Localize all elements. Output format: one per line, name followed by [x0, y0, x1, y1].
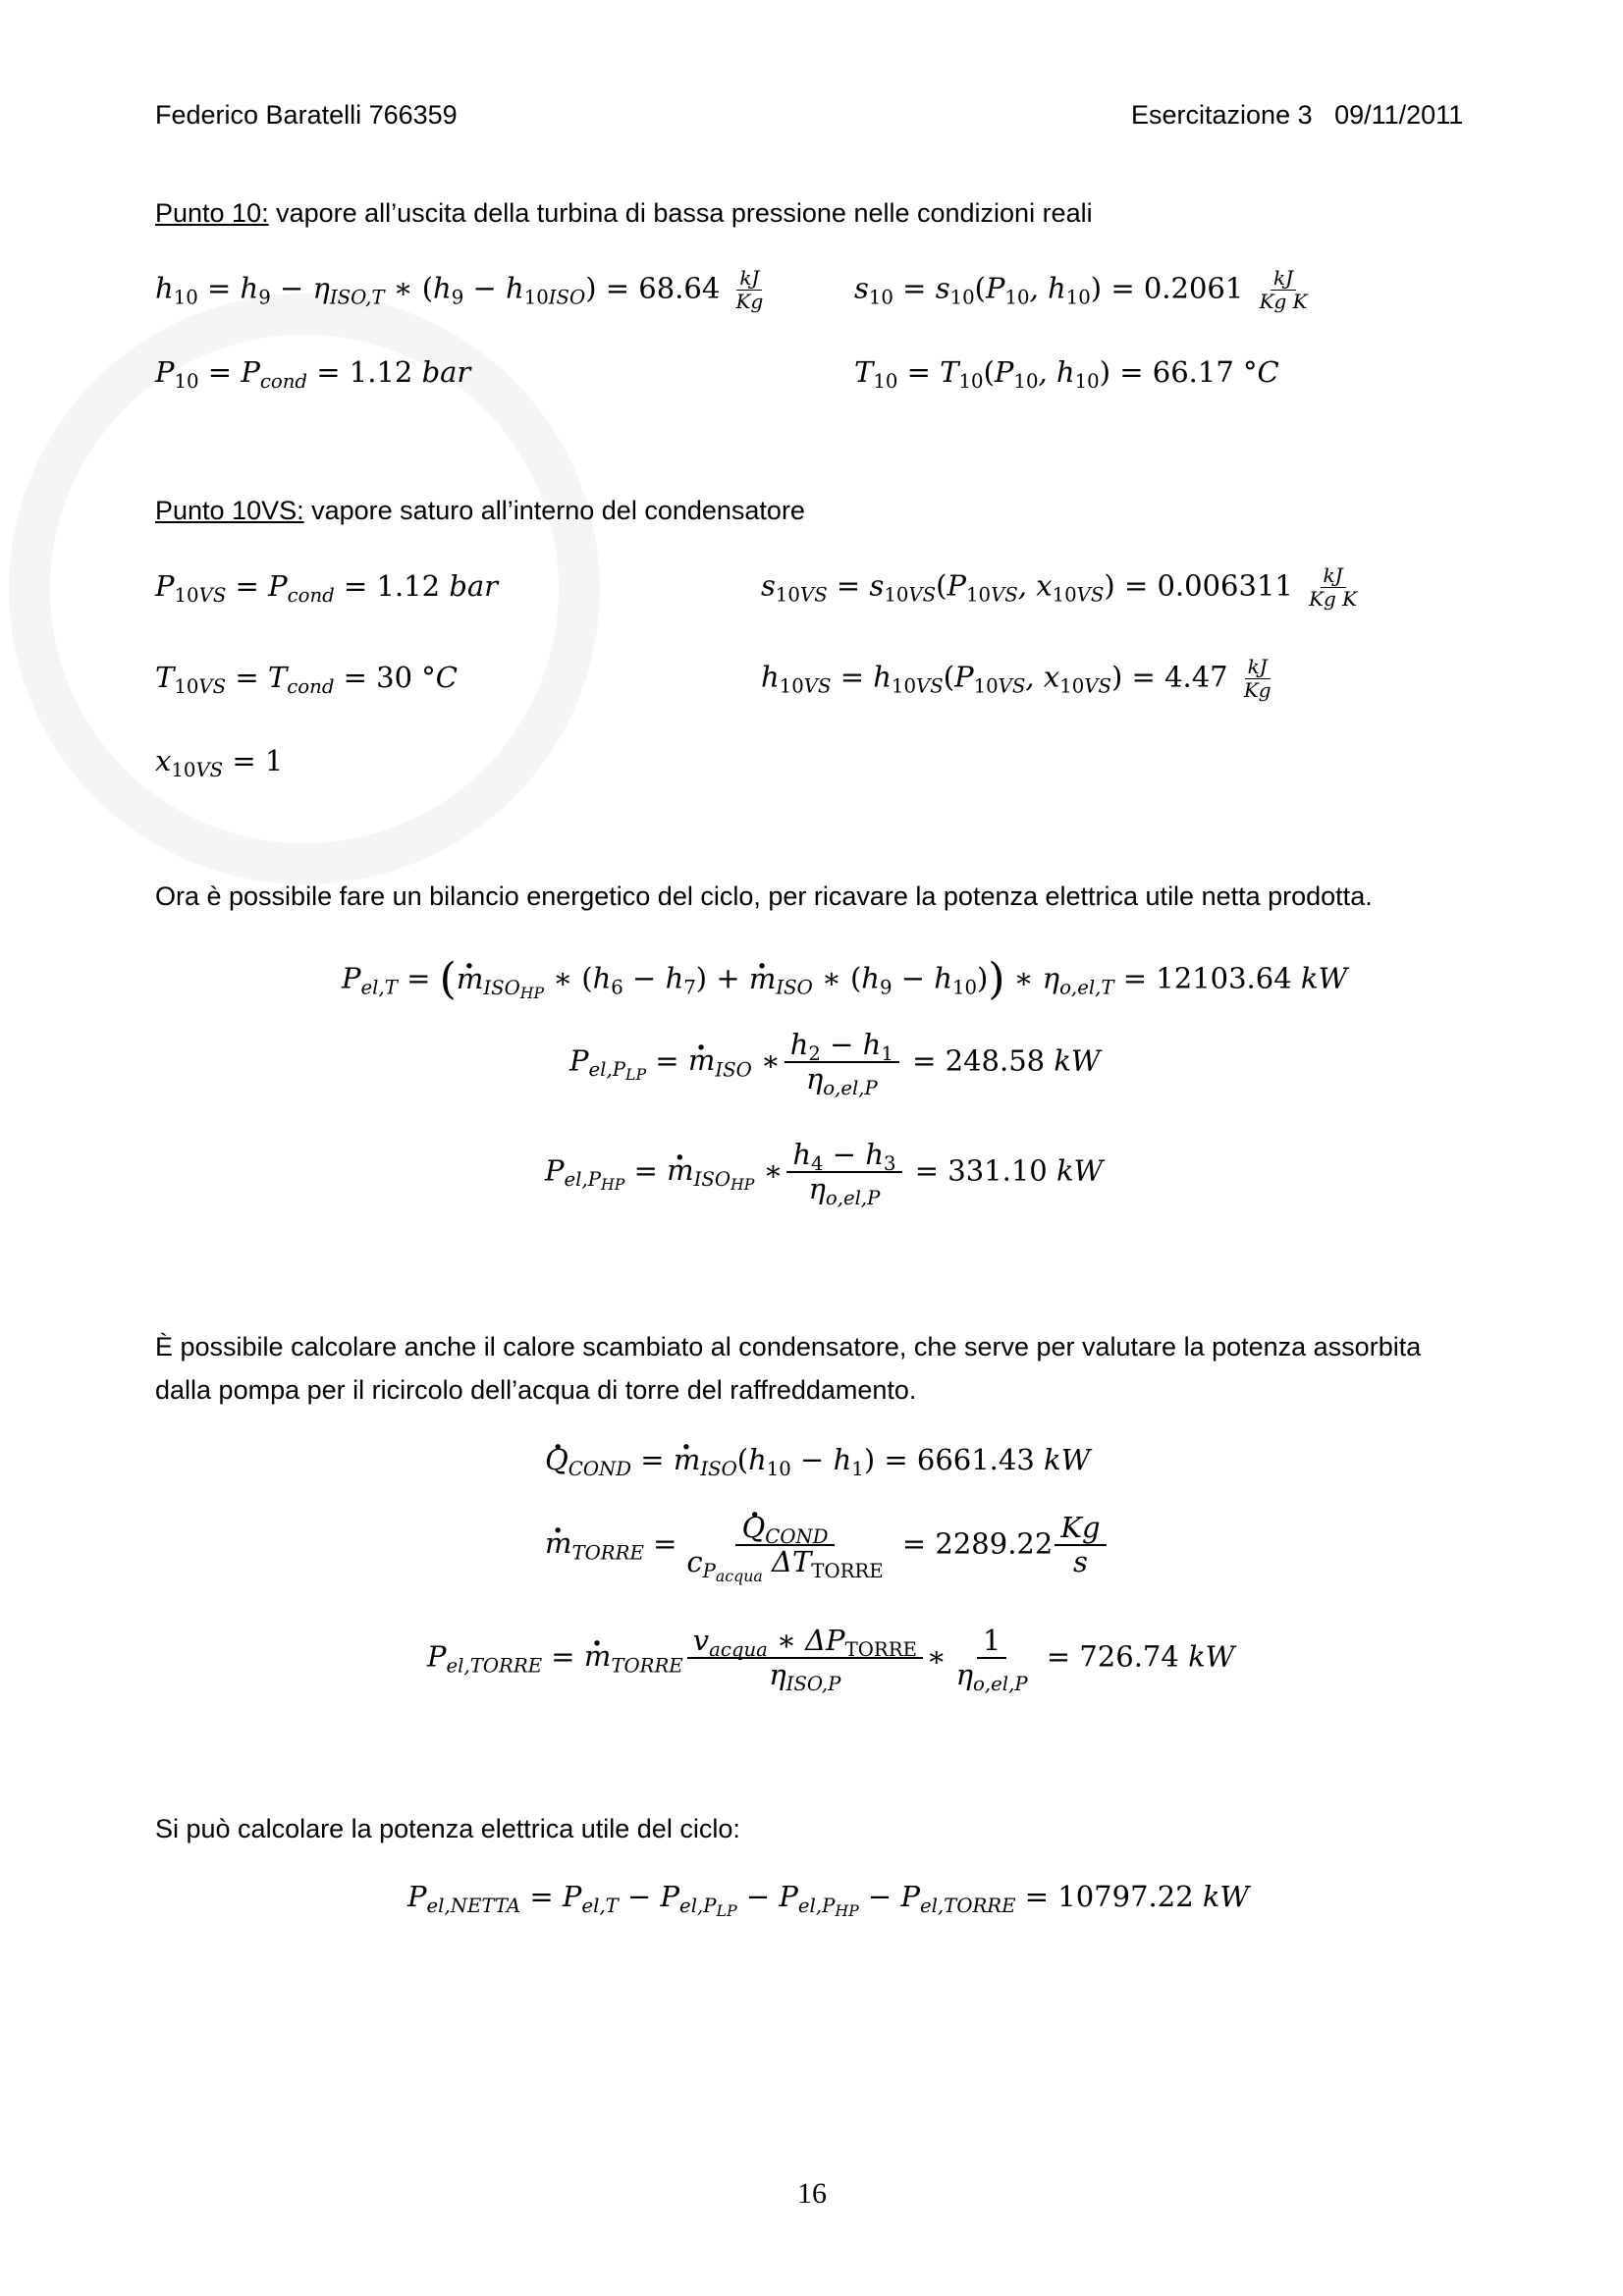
punto10-heading	[155, 198, 1093, 229]
pel-t-unit: kW	[1300, 961, 1348, 995]
punto10vs-heading	[155, 496, 805, 526]
header-author: Federico Baratelli 766359	[155, 100, 458, 130]
t10-unit: C	[1257, 355, 1279, 389]
pel-php-value: = 331.10	[914, 1153, 1048, 1188]
energy-paragraph: Ora è possibile fare un bilancio energetico del ciclo, per ricavare la potenza elettrica utile netta prodotta.	[155, 881, 1373, 911]
t10vs-unit: C	[435, 661, 458, 694]
eq-t10: $T_{10} = T_{10}(P_{10}$, $h_{10}) = 66.17$ °C	[854, 355, 1279, 393]
eq-qcond: . $Q_{COND}$ = . $m_{ISO}(h_{10} - h_1) = 6661.43$ kW	[545, 1443, 1090, 1476]
s10-value: = 0.2061	[1110, 271, 1244, 305]
s10-unit-num: kJ	[1271, 267, 1296, 291]
t10vs-value: = 30 °	[343, 661, 436, 694]
eq-p10vs: $P_{10VS} = P_{cond} = 1.12$ bar	[155, 569, 499, 607]
p10vs-value: = 1.12	[344, 569, 441, 603]
net-paragraph: Si può calcolare la potenza elettrica utile del ciclo:	[155, 1814, 740, 1843]
pel-netta-value: = 10797.22	[1024, 1880, 1194, 1913]
h10-unit-num: kJ	[736, 267, 762, 291]
h10vs-unit-den: Kg	[1243, 678, 1271, 702]
mtorre-unit-num: Kg	[1055, 1512, 1106, 1546]
pel-torre-value: = 726.74	[1046, 1639, 1179, 1674]
header-exercise: Esercitazione 3 09/11/2011	[1131, 100, 1464, 130]
eq-mtorre: . $m_{TORRE}$ = . $\frac{Q_{COND}}{c_{P_{acqua}} \Delta T_{TORRE}}$ = 2289.22 $\frac{Kg}{s}$	[545, 1512, 1110, 1579]
mtorre-unit-den: s	[1073, 1545, 1088, 1579]
eq-pel-plp: $P_{el,P_{LP}}$ = . $m_{ISO}$ ∗ $\frac{h_2 - h_1}{\eta_{o,el,P}}$ = 248.58 kW	[569, 1029, 1101, 1096]
qcond-unit: kW	[1044, 1443, 1091, 1476]
eq-pel-netta: $P_{el,NETTA} = P_{el,T} - P_{el,P_{LP}} - P_{el,P_{HP}} - P_{el,TORRE} = 10797.22$ kW	[407, 1880, 1250, 1920]
mtorre-value: = 2289.22	[901, 1526, 1054, 1561]
s10vs-unit-num: kJ	[1321, 564, 1346, 588]
eq-h10: $h_{10} = h_9 - \eta_{ISO,T}$ ∗ $(h_9 - h_{10ISO}) = 68.64$ $\frac{kJ}{Kg}$	[155, 267, 770, 313]
h10vs-value: = 4.47	[1131, 660, 1228, 694]
pel-netta-unit: kW	[1202, 1880, 1250, 1913]
p10vs-unit: bar	[449, 569, 499, 603]
t10-value: = 66.17 °	[1119, 355, 1258, 389]
eq-pel-torre: $P_{el,TORRE}$ = . $m_{TORRE}$ $\frac{v_{acqua} ∗ \Delta P_{TORRE}}{\eta_{ISO,P}}$ ∗ $\frac{1}{\eta_{o,el,P}}$ = 726.74 kW	[427, 1625, 1234, 1692]
h10-unit-den: Kg	[735, 290, 764, 313]
condenser-paragraph: È possibile calcolare anche il calore scambiato al condensatore, che serve per valutare la potenza assorbita dalla pompa per il ricircolo dell’acqua di torre del raffreddamento.	[155, 1332, 1422, 1405]
punto10vs-text: vapore saturo all’interno del condensatore	[303, 496, 805, 525]
qcond-value: = 6661.43	[884, 1443, 1035, 1476]
s10vs-value: = 0.006311	[1123, 568, 1293, 603]
punto10vs-label: Punto 10VS:	[155, 496, 304, 525]
punto10-text: vapore all’uscita della turbina di bassa pressione nelle condizioni reali	[268, 198, 1093, 228]
eq-h10vs: $h_{10VS} = h_{10VS}(P_{10VS}$, $x_{10VS}) = 4.47$ $\frac{kJ}{Kg}$	[761, 656, 1278, 702]
punto10-label: Punto 10:	[155, 198, 269, 228]
eq-pel-php: $P_{el,P_{HP}}$ = . $m_{ISO_{HP}}$ ∗ $\frac{h_4 - h_3}{\eta_{o,el,P}}$ = 331.10 kW	[545, 1139, 1103, 1206]
pel-plp-value: = 248.58	[912, 1043, 1046, 1078]
pel-php-unit: kW	[1055, 1153, 1104, 1188]
x10vs-value: = 1	[232, 744, 284, 777]
eq-x10vs: $x_{10VS} = 1$	[155, 744, 284, 781]
eq-p10: $P_{10} = P_{cond} = 1.12$ bar	[155, 355, 471, 393]
p10-value: = 1.12	[316, 355, 413, 389]
pel-t-value: = 12103.64	[1122, 961, 1292, 995]
eq-s10vs: $s_{10VS} = s_{10VS}(P_{10VS}$, $x_{10VS}) = 0.006311$ $\frac{kJ}{\text{Kg K}}$	[761, 564, 1364, 611]
s10vs-unit-den: Kg K	[1309, 587, 1358, 611]
eq-pel-t: $P_{el,T}$ = (. $m_{ISO_{HP}}$ ∗ $(h_6 - h_7)$ + . $m_{ISO}$ ∗ $(h_9 - h_{10})$) ∗ $\eta_{o,el,T} = 12103.64$ kW	[342, 954, 1347, 1004]
eq-s10: $s_{10} = s_{10}(P_{10}$, $h_{10}) = 0.2061$ $\frac{kJ}{\text{Kg K}}$	[854, 267, 1315, 313]
s10-unit-den: Kg K	[1259, 290, 1308, 313]
h10vs-unit-num: kJ	[1245, 656, 1271, 679]
p10-unit: bar	[421, 355, 471, 389]
eq-t10vs: $T_{10VS} = T_{cond} = 30$ °C	[155, 661, 458, 698]
page-number: 16	[797, 2177, 827, 2210]
pel-torre-unit: kW	[1188, 1639, 1235, 1674]
pel-plp-unit: kW	[1054, 1043, 1101, 1078]
h10-value: = 68.64	[605, 271, 721, 305]
